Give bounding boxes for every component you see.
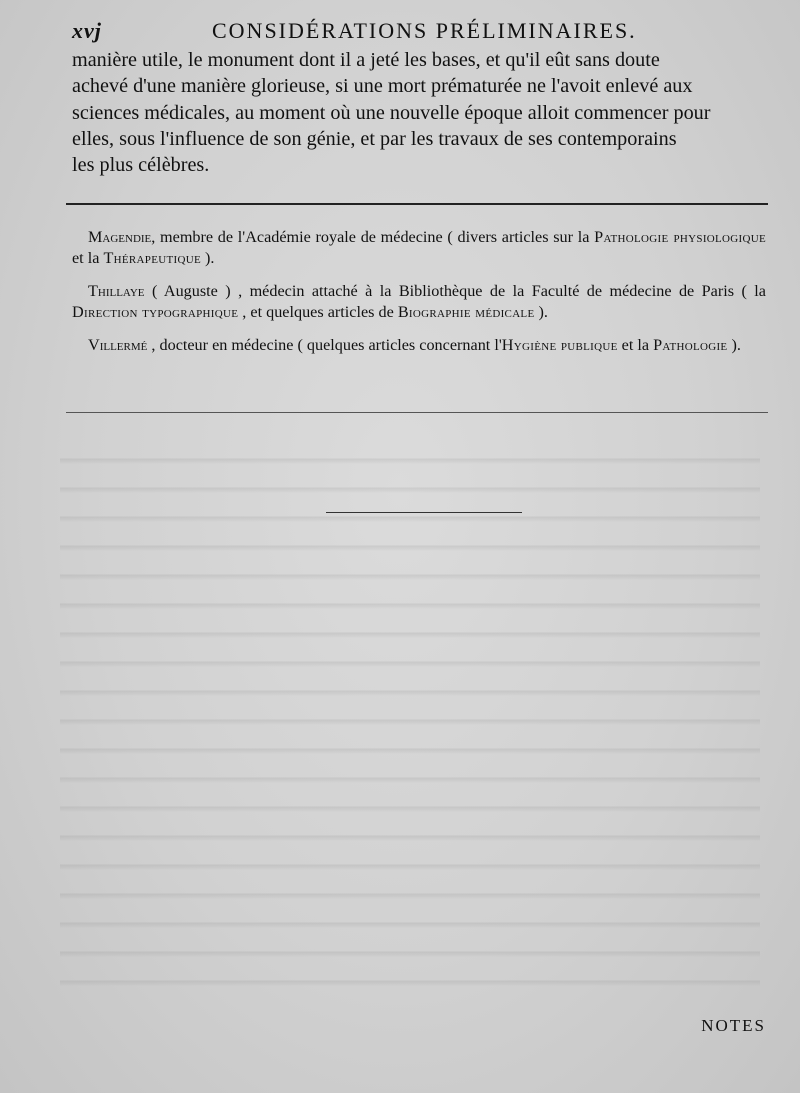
body-paragraph [72, 47, 772, 178]
contributor-subject: Pathologie [653, 336, 728, 354]
contributor-closing: ). [727, 336, 741, 354]
section-divider-rule [66, 203, 768, 205]
contributor-description: , membre de l'Académie royale de médecine ( divers articles sur la [151, 228, 595, 246]
contributor-connector: , et quelques articles de [238, 303, 398, 321]
contributor-closing: ). [534, 303, 548, 321]
body-line: manière utile, le monument dont il a jeté les bases, et qu'il eût sans doute [72, 49, 660, 71]
body-line: elles, sous l'influence de son génie, et par les travaux de ses contemporains [72, 127, 677, 150]
body-line: achevé d'une manière glorieuse, si une mort prématurée ne l'avoit enlevé aux [72, 75, 693, 98]
contributor-entry [72, 281, 766, 323]
contributor-entry [72, 227, 766, 269]
contributor-connector: et la [72, 249, 104, 267]
contributor-entry [72, 335, 766, 356]
contributors-list [72, 227, 766, 368]
running-title: CONSIDÉRATIONS PRÉLIMINAIRES. [212, 18, 637, 43]
contributor-connector: et la [617, 336, 654, 354]
contributor-subject: Pathologie physiologique [594, 228, 767, 246]
body-line: les plus célèbres. [72, 154, 210, 177]
page-number: xvj [72, 18, 102, 43]
catchword: NOTES [701, 1016, 766, 1035]
contributor-subject: Hygiène publique [501, 336, 618, 354]
contributor-name: Thillaye [88, 282, 145, 300]
contributor-name: Magendie [88, 228, 152, 246]
contributor-subject: Biographie médicale [397, 303, 535, 321]
short-center-rule [326, 512, 522, 513]
lower-divider-rule [66, 412, 768, 413]
contributor-name: Villermé [88, 336, 148, 354]
contributor-subject: Direction typographique [72, 303, 239, 321]
contributor-description: ( Auguste ) , médecin attaché à la Bibliothèque de la Faculté de médecine de Paris ( la [144, 282, 766, 300]
contributor-description: , docteur en médecine ( quelques articles concernant l' [147, 336, 502, 354]
body-line: sciences médicales, au moment où une nouvelle époque alloit commencer pour [72, 101, 711, 124]
show-through-texture [60, 440, 760, 1003]
contributor-subject: Thérapeutique [103, 249, 201, 267]
contributor-closing: ). [200, 249, 215, 267]
page-header [72, 14, 740, 48]
